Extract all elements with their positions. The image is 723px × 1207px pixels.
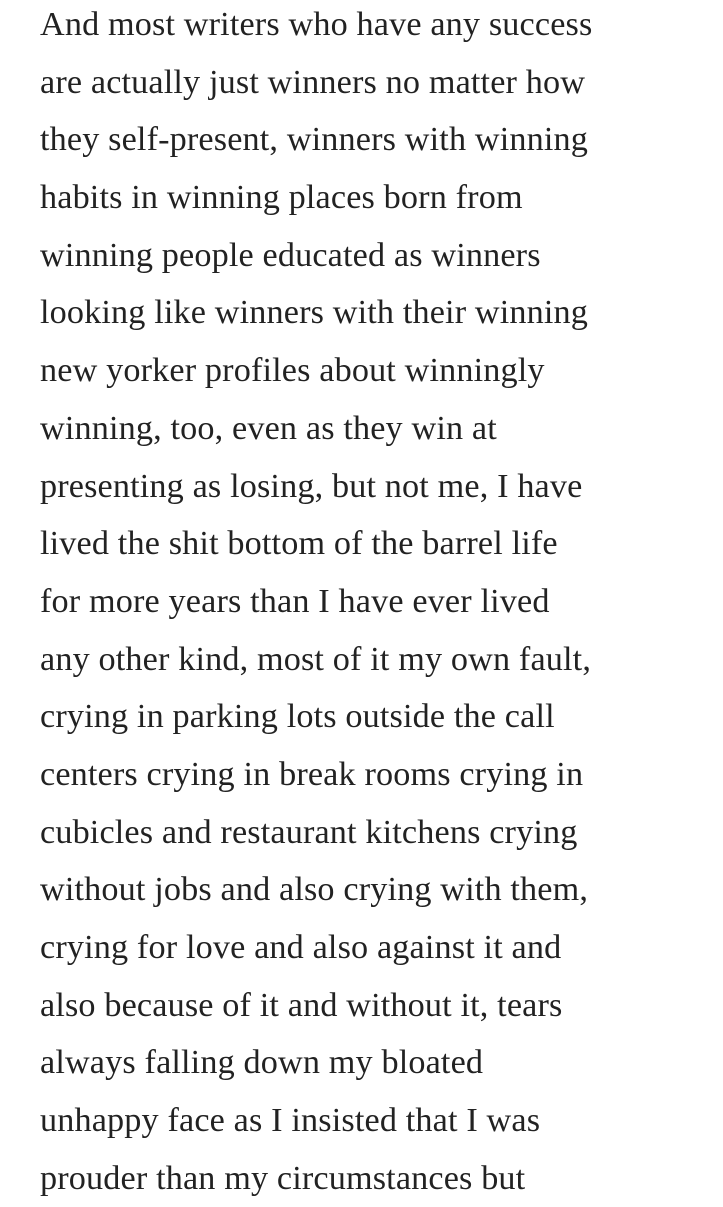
text-line: for more years than I have ever lived [40, 582, 550, 620]
text-line: winning people educated as winners [40, 236, 541, 274]
text-line: prouder than my circumstances but [40, 1159, 526, 1197]
text-line: also because of it and without it, tears [40, 986, 563, 1024]
text-line: looking like winners with their winning [40, 294, 589, 332]
text-line: always falling down my bloated [40, 1044, 484, 1082]
document-text [40, 0, 715, 1207]
text-line: any other kind, most of it my own fault, [40, 640, 592, 678]
text-line: habits in winning places born from [40, 179, 523, 217]
text-line: without jobs and also crying with them, [40, 871, 589, 909]
text-line: crying for love and also against it and [40, 929, 562, 966]
text-line: And most writers who have any success [40, 6, 593, 43]
text-line: crying in parking lots outside the call [40, 698, 555, 736]
text-line: winning, too, even as they win at [40, 409, 497, 447]
text-line: centers crying in break rooms crying in [40, 755, 584, 793]
text-line: they self-present, winners with winning [40, 121, 588, 159]
text-line: unhappy face as I insisted that I was [40, 1102, 541, 1140]
text-line: new yorker profiles about winningly [40, 352, 545, 390]
text-line: lived the shit bottom of the barrel life [40, 525, 558, 563]
text-line: are actually just winners no matter how [40, 63, 586, 101]
text-line: presenting as losing, but not me, I have [40, 467, 583, 505]
text-line: cubicles and restaurant kitchens crying [40, 813, 578, 851]
